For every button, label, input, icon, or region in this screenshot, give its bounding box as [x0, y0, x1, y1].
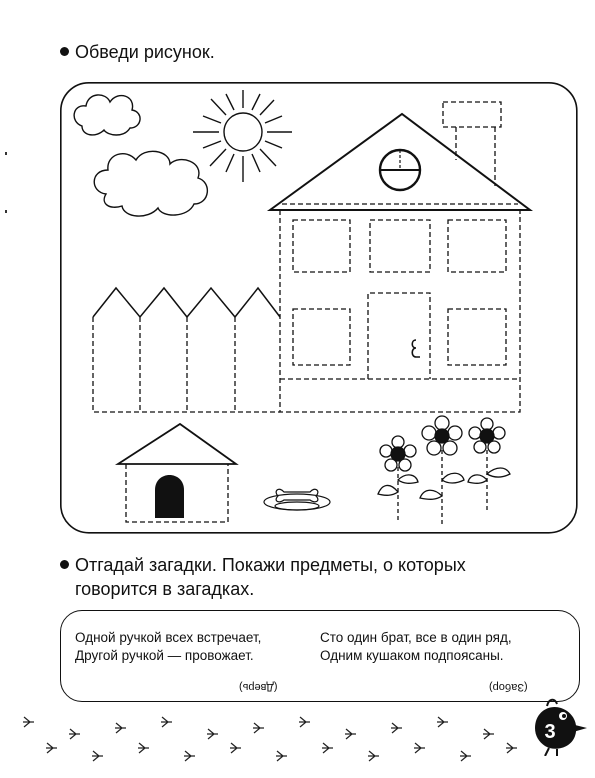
instruction-riddles [60, 553, 530, 601]
footprint-icon [368, 751, 379, 761]
sun-drawing [193, 90, 292, 182]
scan-mark [5, 152, 7, 155]
footprint-icon [92, 751, 103, 761]
footprint-icon [230, 743, 241, 753]
bird-page-number [527, 694, 589, 756]
footprint-icon [253, 723, 264, 733]
instruction-riddles-line2: говорится в загадках. [75, 579, 255, 599]
chimney [443, 102, 501, 186]
footprint-icon [276, 751, 287, 761]
footprint-icon [414, 743, 425, 753]
footprint-icon [184, 751, 195, 761]
instruction-trace [60, 40, 215, 64]
riddle-line: Одним кушаком подпоясаны. [320, 648, 504, 663]
cloud-small [74, 95, 140, 135]
house-door [368, 293, 430, 379]
bird-tracks [0, 702, 530, 774]
page-number: 3 [544, 721, 556, 743]
riddle-door [75, 629, 261, 665]
footprint-icon [138, 743, 149, 753]
riddles-box [60, 610, 580, 702]
footprint-icon [115, 723, 126, 733]
footprint-icon [207, 729, 218, 739]
bullet-dot [60, 47, 69, 56]
house-walls [280, 210, 520, 412]
footprint-icon [437, 717, 448, 727]
footprint-icon [506, 743, 517, 753]
instruction-trace-text: Обведи рисунок. [75, 42, 215, 62]
riddle-answer-upside-down: (Дверь) [239, 681, 278, 693]
scan-mark [5, 210, 7, 213]
house-windows [293, 220, 506, 365]
riddle-answer-upside-down: (Забор) [489, 681, 528, 693]
footprint-icon [483, 729, 494, 739]
riddle-fence [320, 629, 512, 665]
dog-house [118, 424, 236, 522]
footprint-icon [391, 723, 402, 733]
footprint-icon [161, 717, 172, 727]
dog-bowl [264, 489, 330, 510]
riddle-line: Другой ручкой — провожает. [75, 648, 254, 663]
bird-body-icon [535, 707, 576, 749]
footprint-icon [299, 717, 310, 727]
footprint-icon [322, 743, 333, 753]
flowers [378, 416, 510, 527]
cloud-large [94, 151, 207, 216]
tracing-picture [60, 82, 578, 534]
footprint-icon [23, 717, 34, 727]
footprint-icon [46, 743, 57, 753]
instruction-riddles-line1: Отгадай загадки. Покажи предметы, о которых [75, 555, 466, 575]
footprint-icon [69, 729, 80, 739]
fence [93, 288, 280, 412]
bullet-dot [60, 560, 69, 569]
riddle-line: Одной ручкой всех встречает, [75, 630, 262, 645]
footprint-icon [460, 751, 471, 761]
attic-window [380, 150, 420, 190]
picture-frame [61, 83, 577, 533]
footprint-icon [345, 729, 356, 739]
riddle-line: Сто один брат, все в один ряд, [320, 630, 512, 645]
